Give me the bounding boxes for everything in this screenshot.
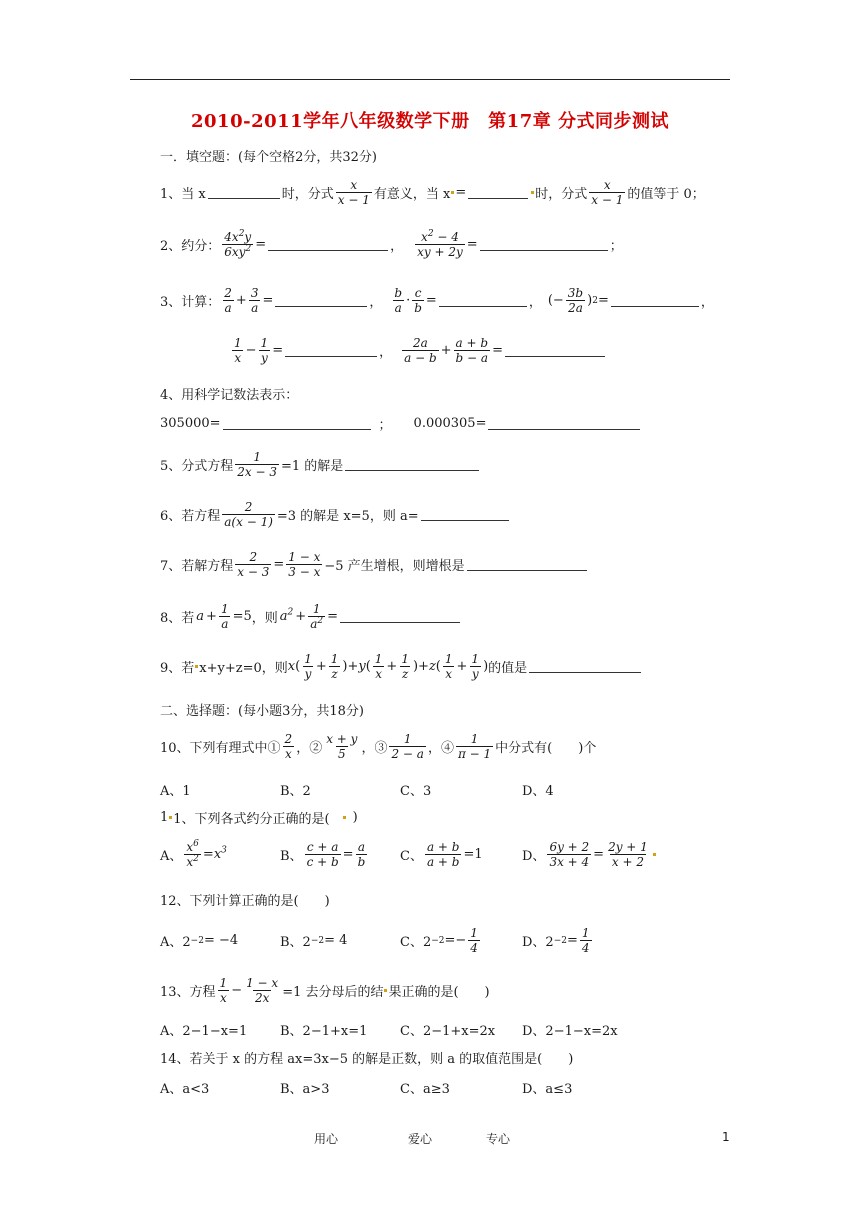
question-12-options <box>160 926 642 955</box>
option-a[interactable]: A、 $\frac{x^6}{x^2}$ = $x^3$ <box>160 839 227 869</box>
fraction: $\frac{x}{x - 1}$ <box>591 178 624 207</box>
option-d[interactable]: D、2 −2 = $\frac{1}{4}$ <box>522 926 590 955</box>
answer-blank[interactable] <box>285 344 377 357</box>
question-10-options <box>160 780 642 799</box>
answer-blank[interactable] <box>529 660 641 673</box>
option-a[interactable]: A、1 <box>160 784 191 799</box>
footer-mid: 爱心 <box>408 1132 433 1146</box>
option-b[interactable]: B、2 −2 = 4 <box>280 933 348 950</box>
option-c[interactable]: C、3 <box>400 784 432 799</box>
option-c[interactable]: C、2 −2 =− $\frac{1}{4}$ <box>400 926 478 955</box>
question-6: 6、若方程 $\frac{2}{a(x - 1)}$ =3 的解是 x=5，则 a= <box>160 500 511 529</box>
answer-blank[interactable] <box>468 186 528 199</box>
option-c[interactable]: C、 $\frac{a + b}{a + b}$ =1 <box>400 840 483 869</box>
page-number: 1 <box>722 1130 730 1144</box>
option-b[interactable]: B、 $\frac{c + a}{c + b}$ = $\frac{a}{b}$ <box>280 840 366 869</box>
question-3-continued: $\frac{1}{x}$ − $\frac{1}{y}$ = ， $\frac{2a}{a - b}$ + $\frac{a + b}{b - a}$ = <box>230 336 607 365</box>
footer-left: 用心 <box>314 1132 339 1146</box>
question-10: 10、下列有理式中① $\frac{2}{x}$ ，② $\frac{x + y}{5}$ ，③ $\frac{1}{2 - a}$ ，④ $\frac{1}{\pi - 1}$ 中分式有( )个 <box>160 732 597 761</box>
answer-blank[interactable] <box>268 238 388 251</box>
option-b[interactable]: B、a>3 <box>280 1082 330 1097</box>
option-b[interactable]: B、2 <box>280 784 311 799</box>
question-11: 1 1、下列各式约分正确的是( ) <box>160 810 358 827</box>
question-11-options <box>160 840 662 869</box>
option-c[interactable]: C、a≥3 <box>400 1082 450 1097</box>
question-12: 12、下列计算正确的是( ) <box>160 894 330 909</box>
option-d[interactable]: D、2−1−x=2x <box>522 1024 618 1039</box>
option-d[interactable]: D、a≤3 <box>522 1082 573 1097</box>
answer-blank[interactable] <box>421 508 509 521</box>
question-1: 1、当 x 时，分式 $\frac{x}{x - 1}$ 有意义，当 x = 时，分式 $\frac{x}{x - 1}$ 的值等于 0； <box>160 178 705 207</box>
question-9: 9、若 x+y+z=0，则 x ( $\frac{1}{y}$ + $\frac{1}{z}$ )+ y ( $\frac{1}{x}$ + $\frac{1}{z}$ )+ z ( $\frac{1}{x}$ + $\frac{1}{y}$ ) 的值是 <box>160 652 643 681</box>
question-13: 13、方程 $\frac{1}{x}$ − $\frac{1 - x}{2x}$ =1 去分母后的结 果正确的是( ) <box>160 976 490 1005</box>
answer-blank[interactable] <box>340 610 460 623</box>
answer-blank[interactable] <box>208 186 280 199</box>
answer-blank[interactable] <box>345 458 479 471</box>
option-a[interactable]: A、2−1−x=1 <box>160 1024 248 1039</box>
question-8: 8、若 a + $\frac{1}{a}$ =5 ，则 $a^2$ + $\frac{1}{a^2}$ = <box>160 602 462 631</box>
answer-blank[interactable] <box>467 558 587 571</box>
answer-blank[interactable] <box>611 294 699 307</box>
section-1-heading: 一．填空题：(每个空格2分，共32分) <box>160 150 377 165</box>
fraction: $\frac{x^2 - 4}{xy + 2y}$ <box>417 229 463 259</box>
question-13-options <box>160 1020 642 1039</box>
option-b[interactable]: B、2−1+x=1 <box>280 1024 368 1039</box>
question-7: 7、若解方程 $\frac{2}{x - 3}$ = $\frac{1 - x}{3 - x}$ −5 产生增根，则增根是 <box>160 550 589 579</box>
question-3: 3、计算： $\frac{2}{a}$ + $\frac{3}{a}$ = ， $\frac{b}{a}$ · $\frac{c}{b}$ = ， (− $\frac{3b}{2a}$ ) 2 = ， <box>160 286 714 315</box>
fraction: $\frac{x}{x - 1}$ <box>337 178 370 207</box>
question-14-options <box>160 1078 642 1097</box>
option-a[interactable]: A、2 −2 = −4 <box>160 933 239 950</box>
answer-blank[interactable] <box>275 294 367 307</box>
answer-blank[interactable] <box>488 417 640 430</box>
answer-blank[interactable] <box>439 294 527 307</box>
option-d[interactable]: D、 $\frac{6y + 2}{3x + 4}$ = $\frac{2y + 1}{x + 2}$ <box>522 840 662 869</box>
option-c[interactable]: C、2−1+x=2x <box>400 1024 496 1039</box>
answer-blank[interactable] <box>223 417 371 430</box>
header-rule <box>130 79 730 80</box>
fraction: $\frac{4x^2y}{6xy^2}$ <box>224 229 252 259</box>
question-5: 5、分式方程 $\frac{1}{2x - 3}$ =1 的解是 <box>160 450 481 479</box>
option-d[interactable]: D、4 <box>522 784 554 799</box>
answer-blank[interactable] <box>480 238 608 251</box>
question-2: 2、约分： $\frac{4x^2y}{6xy^2}$ = ， $\frac{x^2 - 4}{xy + 2y}$ = ； <box>160 229 623 259</box>
option-a[interactable]: A、a<3 <box>160 1082 210 1097</box>
page-title: 2010-2011学年八年级数学下册 第17章 分式同步测试 <box>191 111 669 132</box>
footer-right: 专心 <box>486 1132 511 1146</box>
answer-blank[interactable] <box>505 344 605 357</box>
question-4-answers: 305000= ； 0.000305= <box>160 414 642 433</box>
question-14: 14、若关于 x 的方程 ax=3x−5 的解是正数，则 a 的取值范围是( ) <box>160 1052 574 1067</box>
section-2-heading: 二、选择题：(每小题3分，共18分) <box>160 704 364 719</box>
question-4: 4、用科学记数法表示： <box>160 388 299 403</box>
